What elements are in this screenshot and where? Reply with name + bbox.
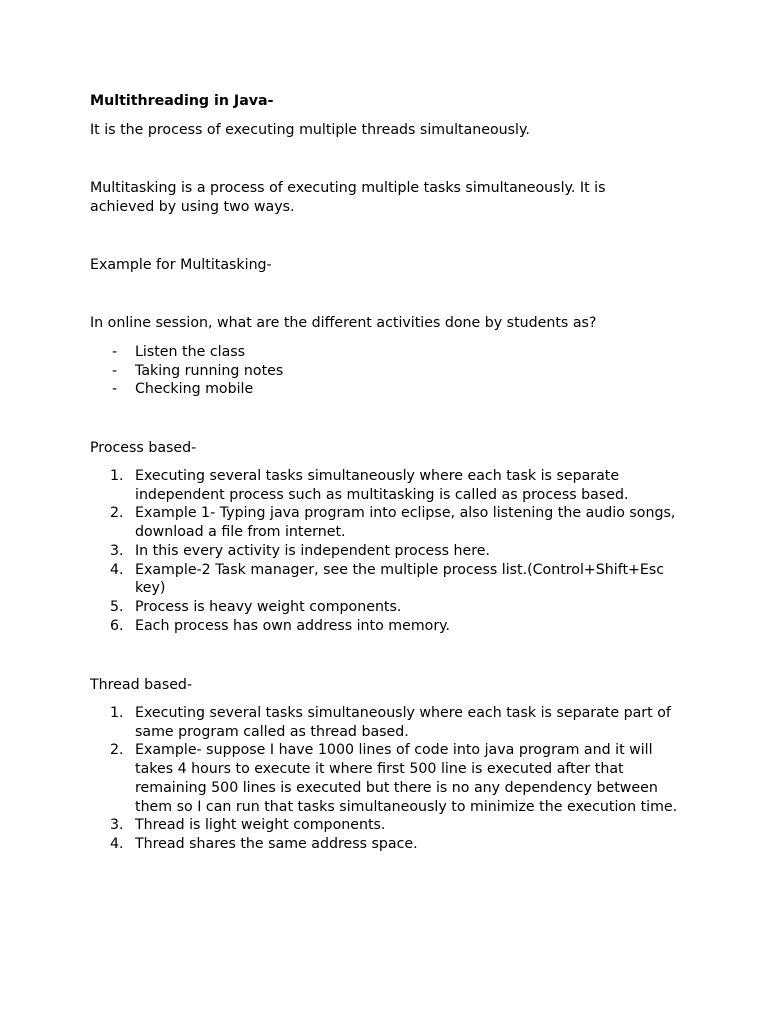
example-heading: Example for Multitasking- — [90, 257, 272, 273]
intro-paragraph: It is the process of executing multiple threads simultaneously. — [90, 122, 530, 138]
list-number: 3. — [110, 817, 124, 834]
list-item — [90, 741, 690, 816]
list-item — [90, 561, 690, 598]
list-number: 6. — [110, 617, 124, 634]
dash-marker: - — [112, 381, 118, 398]
process-based-heading: Process based- — [90, 440, 197, 456]
activities-list — [90, 343, 690, 399]
list-item — [90, 835, 690, 854]
list-item — [90, 598, 690, 617]
list-item-text: Executing several tasks simultaneously where each task is separate independent process such as multitasking is called as process based. — [135, 468, 629, 503]
list-number: 1. — [110, 705, 124, 721]
list-number: 4. — [110, 561, 124, 578]
list-item-text: Thread shares the same address space. — [135, 835, 418, 852]
process-based-list — [90, 467, 690, 635]
list-item — [90, 617, 690, 636]
list-number: 1. — [110, 468, 124, 484]
list-item-text: Listen the class — [135, 344, 246, 360]
list-item-text: In this every activity is independent process here. — [135, 542, 491, 559]
multitasking-paragraph-line-1: Multitasking is a process of executing multiple tasks simultaneously. It is — [90, 180, 606, 196]
list-item — [90, 542, 690, 561]
list-item — [90, 380, 690, 399]
list-item-text: Executing several tasks simultaneously where each task is separate part of same program called as thread based. — [135, 705, 671, 740]
dash-marker: - — [112, 362, 118, 379]
list-item-text: Example- suppose I have 1000 lines of code into java program and it will takes 4 hours to execute it where first 500 line is executed after that remaining 500 lines is executed but there is no any dependency between them so I can run that tasks simultaneously to minimize the execution time. — [135, 742, 678, 815]
list-number: 4. — [110, 835, 124, 852]
list-item-text: Taking running notes — [135, 362, 284, 379]
list-item — [90, 362, 690, 381]
list-item-text: Process is heavy weight components. — [135, 598, 402, 615]
list-item-text: Thread is light weight components. — [135, 817, 386, 834]
list-item-text: Each process has own address into memory. — [135, 617, 451, 634]
question-paragraph: In online session, what are the different activities done by students as? — [90, 315, 597, 331]
list-item — [90, 504, 690, 541]
list-item — [90, 343, 690, 362]
thread-based-list — [90, 704, 690, 854]
list-item-text: Example-2 Task manager, see the multiple process list.(Control+Shift+Esc key) — [135, 561, 665, 597]
list-item — [90, 704, 690, 741]
list-item-text: Checking mobile — [135, 381, 254, 398]
dash-marker: - — [112, 344, 118, 360]
list-item — [90, 467, 690, 504]
list-item-text: Example 1- Typing java program into eclipse, also listening the audio songs, download a file from internet. — [135, 505, 676, 541]
document-title: Multithreading in Java- — [90, 93, 274, 109]
list-number: 3. — [110, 542, 124, 559]
list-number: 2. — [110, 742, 124, 759]
list-number: 2. — [110, 505, 124, 522]
list-number: 5. — [110, 598, 124, 615]
thread-based-heading: Thread based- — [90, 677, 193, 693]
list-item — [90, 816, 690, 835]
multitasking-paragraph-line-2: achieved by using two ways. — [90, 199, 295, 215]
